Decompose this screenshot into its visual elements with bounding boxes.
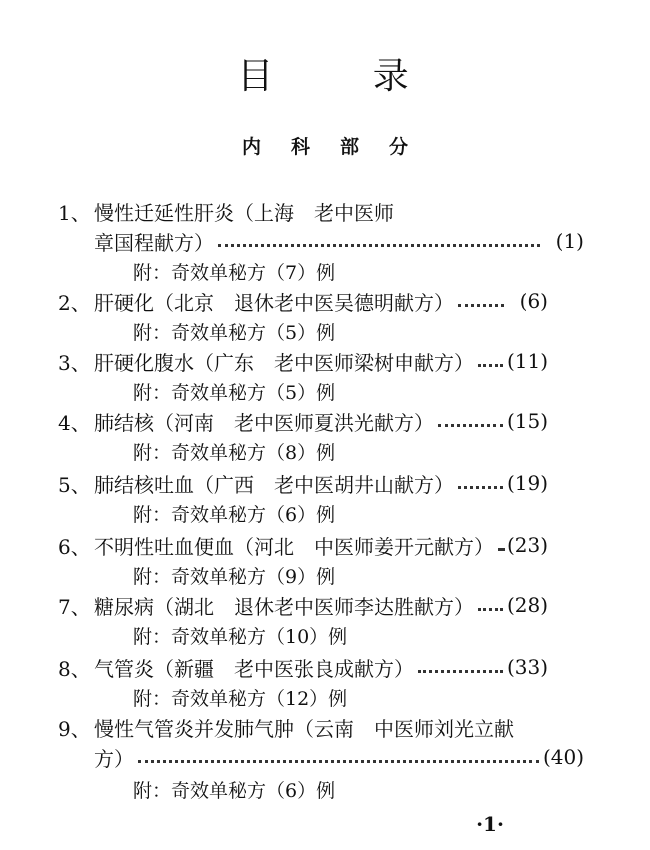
entry-title: 肺结核（河南 老中医师夏洪光献方） — [94, 410, 434, 435]
dot-leader — [458, 304, 504, 307]
entry-page: (33) — [506, 655, 548, 679]
entry-number: 3、 — [58, 350, 91, 375]
entry-sub: 附：奇效单秘方（6）例 — [133, 503, 336, 526]
entry-number: 7、 — [58, 594, 91, 619]
dot-leader — [478, 608, 503, 611]
dot-leader — [418, 670, 503, 673]
entry-sub: 附：奇效单秘方（9）例 — [133, 565, 336, 588]
entry-title: 慢性气管炎并发肺气肿（云南 中医师刘光立献 — [94, 716, 514, 741]
toc-entry-2-sub — [133, 316, 433, 346]
entry-title: 不明性吐血便血（河北 中医师姜开元献方） — [94, 534, 494, 559]
dot-leader — [218, 244, 540, 247]
entry-sub: 附：奇效单秘方（10）例 — [133, 625, 348, 648]
toc-entry-8-sub — [133, 682, 433, 712]
entry-number: 9、 — [58, 716, 91, 741]
entry-page: (40) — [542, 745, 584, 769]
dot-leader — [138, 760, 539, 763]
toc-entry-1-sub — [133, 256, 433, 286]
entry-page: (23) — [506, 533, 548, 557]
entry-title: 肺结核吐血（广西 老中医胡井山献方） — [94, 472, 454, 497]
toc-entry-3[interactable] — [58, 346, 548, 376]
entry-number: 8、 — [58, 656, 91, 681]
entry-sub: 附：奇效单秘方（7）例 — [133, 261, 336, 284]
entry-number: 5、 — [58, 472, 91, 497]
toc-entry-3-sub — [133, 376, 433, 406]
entry-title: 肝硬化腹水（广东 老中医师梁树申献方） — [94, 350, 474, 375]
entry-page: (15) — [506, 409, 548, 433]
entry-sub: 附：奇效单秘方（6）例 — [133, 779, 336, 802]
toc-entry-6[interactable] — [58, 530, 548, 560]
entry-sub: 附：奇效单秘方（12）例 — [133, 687, 348, 710]
dot-leader — [478, 364, 503, 367]
toc-entry-5-sub — [133, 498, 433, 528]
entry-title-cont: 章国程献方） — [94, 230, 214, 255]
toc-entry-1[interactable] — [58, 196, 548, 226]
page-title: 目 录 — [237, 56, 453, 97]
entry-sub: 附：奇效单秘方（5）例 — [133, 381, 336, 404]
section-title: 内科部分 — [241, 136, 438, 158]
toc-entry-8[interactable] — [58, 652, 548, 682]
toc-entry-6-sub — [133, 560, 433, 590]
entry-sub: 附：奇效单秘方（5）例 — [133, 321, 336, 344]
entry-page: (28) — [506, 593, 548, 617]
entry-sub: 附：奇效单秘方（8）例 — [133, 441, 336, 464]
entry-page: (19) — [506, 471, 548, 495]
dot-leader — [438, 424, 503, 427]
entry-page: (6) — [519, 289, 548, 313]
toc-entry-9-cont[interactable] — [58, 742, 584, 772]
toc-entry-7[interactable] — [58, 590, 548, 620]
entry-number: 2、 — [58, 290, 91, 315]
toc-entry-9-sub — [133, 774, 433, 804]
toc-entry-1-cont[interactable] — [58, 226, 584, 256]
toc-entry-2[interactable] — [58, 286, 548, 316]
entry-title: 慢性迁延性肝炎（上海 老中医师 — [94, 200, 394, 225]
entry-page: (11) — [506, 349, 548, 373]
dot-leader — [498, 548, 503, 551]
entry-number: 6、 — [58, 534, 91, 559]
entry-title: 气管炎（新疆 老中医张良成献方） — [94, 656, 414, 681]
toc-entry-4[interactable] — [58, 406, 548, 436]
entry-title: 糖尿病（湖北 退休老中医师李达胜献方） — [94, 594, 474, 619]
entry-title-cont: 方） — [94, 746, 134, 771]
page-number: ·1· — [476, 812, 504, 836]
entry-title: 肝硬化（北京 退休老中医吴德明献方） — [94, 290, 454, 315]
entry-number: 1、 — [58, 200, 91, 225]
entry-page: (1) — [555, 229, 584, 253]
entry-number: 4、 — [58, 410, 91, 435]
toc-entry-9[interactable] — [58, 712, 548, 742]
dot-leader — [458, 486, 503, 489]
toc-entry-4-sub — [133, 436, 433, 466]
toc-entry-7-sub — [133, 620, 433, 650]
toc-entry-5[interactable] — [58, 468, 548, 498]
